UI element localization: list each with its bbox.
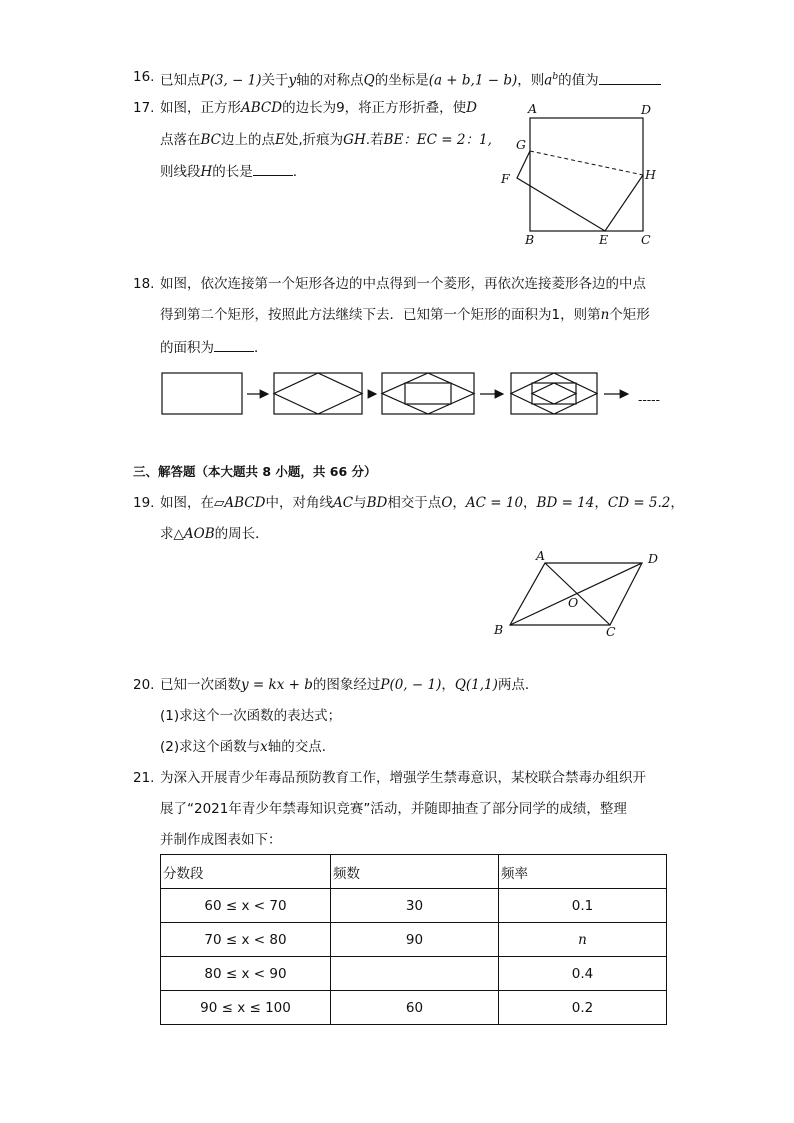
question-number: 18. bbox=[133, 276, 155, 292]
cell-rate: 0.2 bbox=[499, 991, 667, 1025]
label-B: B bbox=[494, 622, 504, 637]
answer-blank bbox=[599, 70, 661, 85]
q21-line1: 为深入开展青少年毒品预防教育工作，增强学生禁毒意识，某校联合禁毒办组织开 bbox=[160, 770, 646, 786]
q17-line2: 点落在BC边上的点E处,折痕为GH.若BE：EC = 2：1, bbox=[160, 132, 492, 148]
table-row bbox=[161, 957, 667, 991]
question-number: 21. bbox=[133, 770, 155, 786]
question-number: 20. bbox=[133, 677, 155, 693]
q17-line1: 如图，正方形ABCD的边长为9，将正方形折叠，使D bbox=[160, 100, 477, 116]
header-frequency: 频数 bbox=[331, 855, 499, 889]
q20-sub2: (2)求这个函数与x轴的交点． bbox=[160, 739, 336, 755]
parallelogram-figure bbox=[490, 545, 670, 640]
label-D: D bbox=[648, 551, 659, 566]
label-O: O bbox=[568, 595, 579, 610]
table-header-row bbox=[161, 855, 667, 889]
q21-line2: 展了“2021年青少年禁毒知识竞赛”活动，并随即抽查了部分同学的成绩，整理 bbox=[160, 801, 627, 817]
label-E: E bbox=[599, 232, 609, 247]
answer-blank bbox=[214, 337, 254, 352]
cell-count: 90 bbox=[331, 923, 499, 957]
q16-text: 已知点P(3, − 1)关于y轴的对称点Q的坐标是(a + b,1 − b)，则$a^b$的值为 bbox=[160, 67, 661, 91]
label-B: B bbox=[525, 232, 535, 247]
q20-line1: 已知一次函数y = kx + b的图象经过P(0, − 1)，Q(1,1)两点． bbox=[160, 677, 539, 693]
label-C: C bbox=[606, 624, 616, 639]
q18-line3: 的面积为 ． bbox=[160, 337, 268, 358]
cell-range: 80 ≤ x < 90 bbox=[161, 957, 331, 991]
cell-count: 30 bbox=[331, 889, 499, 923]
cell-range: 90 ≤ x ≤ 100 bbox=[161, 991, 331, 1025]
cell-range: 70 ≤ x < 80 bbox=[161, 923, 331, 957]
q18-line2: 得到第二个矩形，按照此方法继续下去．已知第一个矩形的面积为1，则第n个矩形 bbox=[160, 307, 650, 323]
q18-line1: 如图，依次连接第一个矩形各边的中点得到一个菱形，再依次连接菱形各边的中点 bbox=[160, 276, 646, 292]
q21-line3: 并制作成图表如下： bbox=[160, 832, 282, 848]
cell-count bbox=[331, 957, 499, 991]
table-row bbox=[161, 889, 667, 923]
q19-line2: 求△AOB的周长． bbox=[160, 526, 269, 542]
label-A: A bbox=[528, 101, 538, 116]
label-A: A bbox=[536, 548, 546, 563]
q20-sub1: (1)求这个一次函数的表达式； bbox=[160, 708, 342, 724]
cell-rate: n bbox=[499, 923, 667, 957]
label-C: C bbox=[641, 232, 651, 247]
question-number: 19. bbox=[133, 495, 155, 511]
label-D: D bbox=[641, 102, 652, 117]
cell-rate: 0.1 bbox=[499, 889, 667, 923]
nested-rectangles-figure bbox=[158, 368, 678, 418]
label-F: F bbox=[501, 171, 510, 186]
question-number: 17. bbox=[133, 100, 155, 116]
answer-blank bbox=[253, 161, 293, 176]
ellipsis: ----- bbox=[638, 393, 660, 408]
table-row bbox=[161, 923, 667, 957]
header-score-range: 分数段 bbox=[161, 855, 331, 889]
label-G: G bbox=[516, 137, 526, 152]
section-title: 三、解答题（本大题共 8 小题，共 66 分） bbox=[133, 464, 377, 479]
frequency-table bbox=[160, 854, 667, 1025]
q17-line3: 则线段H的长是 . bbox=[160, 161, 297, 182]
q19-line1: 如图，在▱ABCD中，对角线AC与BD相交于点O，AC = 10，BD = 14，CD = 5.2， bbox=[160, 495, 684, 511]
question-number: 16. bbox=[133, 69, 155, 85]
table-row bbox=[161, 991, 667, 1025]
header-rate: 频率 bbox=[499, 855, 667, 889]
cell-count: 60 bbox=[331, 991, 499, 1025]
cell-range: 60 ≤ x < 70 bbox=[161, 889, 331, 923]
label-H: H bbox=[645, 167, 656, 182]
square-fold-figure bbox=[495, 98, 670, 250]
cell-rate: 0.4 bbox=[499, 957, 667, 991]
